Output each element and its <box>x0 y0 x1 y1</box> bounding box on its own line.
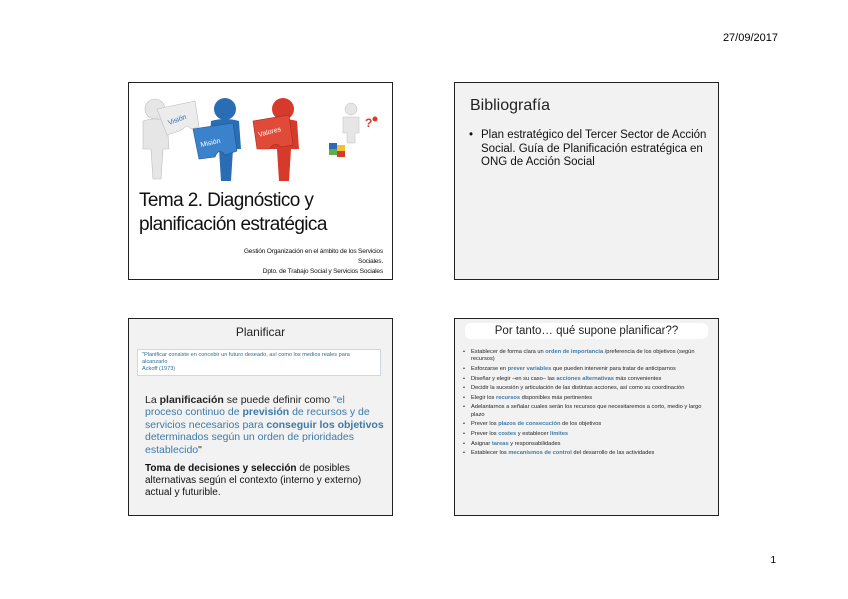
puzzle-figures-illustration <box>133 87 389 187</box>
thinking-figure-icon <box>329 103 378 157</box>
white-figure-icon <box>143 99 199 179</box>
slide-3-heading: Planificar <box>235 325 286 339</box>
slide-3-planificar <box>128 318 393 516</box>
page-number: 1 <box>770 555 776 566</box>
planning-steps-list <box>463 349 715 460</box>
list-item: • Establecer de forma clara un orden de importancia /preferencia de los objetivos (según recursos) <box>463 349 715 364</box>
slide-1-subtitle: Gestión Organización en el ámbito de los Servicios Sociales. Dpto. de Trabajo Social y Servicios Sociales <box>243 248 383 275</box>
print-date: 27/09/2017 <box>722 32 778 44</box>
slide-2-bibliography <box>454 82 719 280</box>
list-item: • Esforzarse en prever variables que pueden intervenir para tratar de anticiparnos <box>463 366 715 373</box>
list-item: • Asignar tareas y responsabilidades <box>463 441 715 448</box>
list-item: • Plan estratégico del Tercer Sector de Acción Social. Guía de Planificación estratégica en ONG de Acción Social <box>469 129 707 170</box>
bibliography-list <box>469 129 707 170</box>
decision-making-text: Toma de decisiones y selección de posibles alternativas según el contexto (interno y externo) actual y futurible. <box>145 463 362 499</box>
planning-definition: La planificación se puede definir como "el proceso continuo de previsión de recursos y de servicios necesarios para conseguir los objetivos determinados según un orden de prioridades establecido" <box>145 394 384 456</box>
list-item: • Diseñar y elegir –en su caso– las acciones alternativas más convenientes <box>463 376 715 383</box>
svg-text:?: ? <box>365 116 373 130</box>
list-item: • Adelantarnos a señalar cuales serán los recursos que necesitaremos a corto, medio y largo plazo <box>463 404 715 419</box>
puzzle-label-mision: Misión <box>199 137 222 149</box>
puzzle-label-vision: Visión <box>167 113 188 127</box>
slide-4-que-supone-planificar <box>454 318 719 516</box>
blue-figure-icon <box>193 98 241 181</box>
list-item: • Prever los plazos de consecución de los objetivos <box>463 421 715 428</box>
list-item: • Prever los costes y establecer límites <box>463 431 715 438</box>
puzzle-label-valores: Valores <box>257 126 282 139</box>
list-item: • Decidir la sucesión y articulación de las distintas acciones, así como su coordinación <box>463 385 715 392</box>
slide-2-heading: Bibliografía <box>470 97 551 114</box>
slide-1-heading: Tema 2. Diagnóstico y planificación estratégica <box>139 190 327 235</box>
list-item: • Elegir los recursos disponibles más pertinentes <box>463 395 715 402</box>
quote-box <box>137 349 381 376</box>
slide-1-title <box>128 82 393 280</box>
list-item: • Establecer los mecanismos de control del desarrollo de las actividades <box>463 450 715 457</box>
red-figure-icon <box>253 98 299 181</box>
quote-author: Ackoff (1973) <box>142 366 176 372</box>
quote-text: "Planificar consiste en concebir un futuro deseado, así como los medios reales para alcanzarlo <box>142 352 350 365</box>
slide-4-heading: Por tanto… qué supone planificar?? <box>465 323 708 339</box>
